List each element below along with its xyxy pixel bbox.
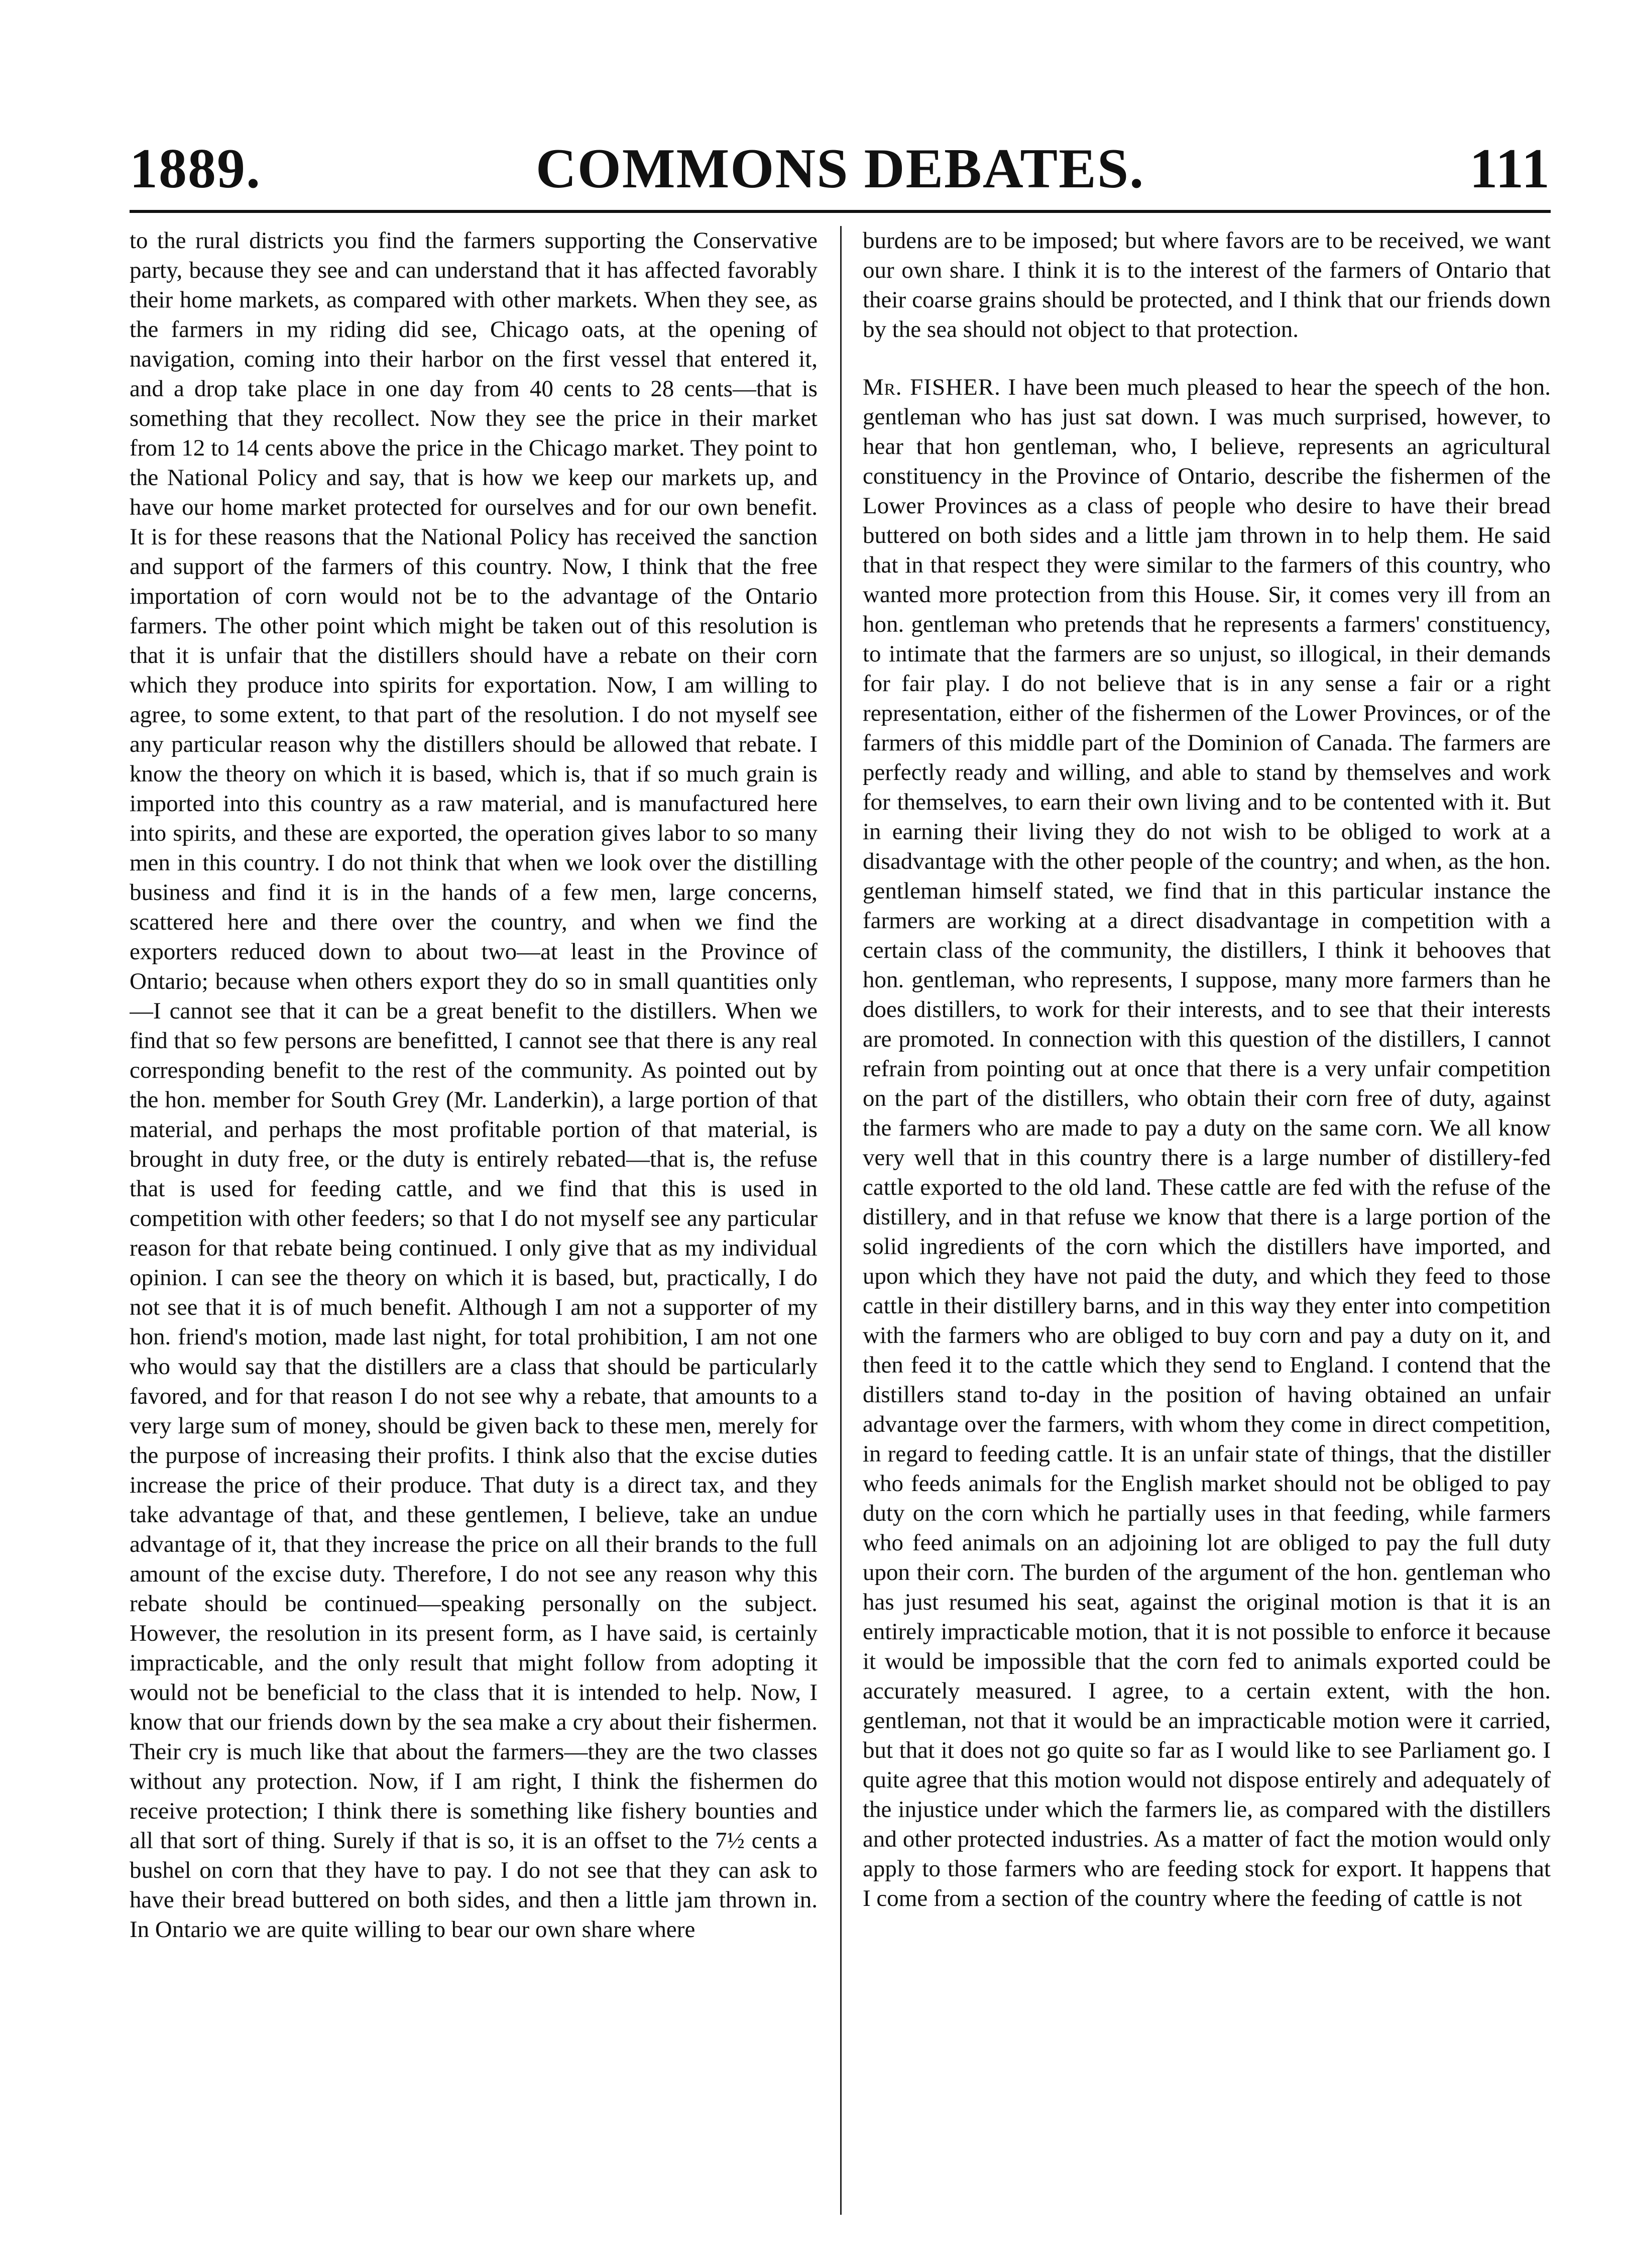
- header-year: 1889.: [130, 138, 261, 200]
- speech-text: I have been much pleased to hear the speech of the hon. gentleman who has just sat down. I was much surprised, however, to hear that hon gentleman, who, I believe, represents an agricultural constituency in the Province of Ontario, describe the fishermen of the Lower Provinces as a class of people who desire to have their bread buttered on both sides and a little jam thrown in to help them. He said that in that respect they were similar to the farmers of this country, who wanted more protection from this House. Sir, it comes very ill from an hon. gentleman who pretends that he represents a farmers' constituency, to intimate that the farmers are so unjust, so illogical, in their demands for fair play. I do not believe that is in any sense a fair or a right representation, either of the fishermen of the Lower Provinces, or of the farmers of this middle part of the Dominion of Canada. The farmers are perfectly ready and willing, and able to stand by themselves and work for themselves, to earn their own living and to be contented with it. But in earning their living they do not wish to be obliged to work at a disadvantage with the other people of the country; and when, as the hon. gentleman himself stated, we find that in this particular instance the farmers are working at a direct disadvantage in competition with a certain class of the community, the distillers, I think it behooves that hon. gentleman, who represents, I suppose, many more farmers than he does distillers, to work for their interests, and to see that their interests are promoted. In connection with this question of the distillers, I cannot refrain from pointing out at once that there is a very unfair competition on the part of the distillers, who obtain their corn free of duty, against the farmers who are made to pay a duty on the same corn. We all know very well that in this country there is a large number of distillery-fed cattle exported to the old land. These cattle are fed with the refuse of the distillery, and in that refuse we know that there is a large portion of the solid ingredients of the corn which the distillers have imported, and upon which they have not paid the duty, and which they feed to those cattle in their distillery barns, and in this way they enter into competition with the farmers who are obliged to buy corn and pay a duty on it, and then feed it to the cattle which they send to England. I contend that the distillers stand to-day in the position of having obtained an unfair advantage over the farmers, with whom they come in direct competition, in regard to feeding cattle. It is an unfair state of things, that the distiller who feeds animals for the English market should not be obliged to pay duty on the corn which he partially uses in that feeding, while farmers who feed animals on an adjoining lot are obliged to pay the full duty upon their corn. The burden of the argument of the hon. gentleman who has just resumed his seat, against the original motion is that it is an entirely impracticable motion, that it is not possible to enforce it because it would be impossible that the corn fed to animals exported could be accurately measured. I agree, to a certain extent, with the hon. gentleman, not that it would be an impracticable motion were it carried, but that it does not go quite so far as I would like to see Parliament go. I quite agree that this motion would not dispose entirely and adequately of the injustice under which the farmers lie, as compared with the distillers and other protected industries. As a matter of fact the motion would only apply to those farmers who are feeding stock for export. It happens that I come from a section of the country where the feeding of cattle is not: [863, 374, 1551, 1911]
- left-paragraph: to the rural districts you find the farmers supporting the Conservative party, because they see and can understand that it has affected favorably their home markets, as compared with other markets. When they see, as the farmers in my riding did see, Chicago oats, at the opening of navigation, coming into their harbor on the first vessel that entered it, and a drop take place in one day from 40 cents to 28 cents—that is something that they recollect. Now they see the price in their market from 12 to 14 cents above the price in the Chicago market. They point to the National Policy and say, that is how we keep our markets up, and have our home market protected for ourselves and for our own benefit. It is for these reasons that the National Policy has received the sanction and support of the farmers of this country. Now, I think that the free importation of corn would not be to the advantage of the Ontario farmers. The other point which might be taken out of this resolution is that it is unfair that the distillers should have a rebate on their corn which they produce into spirits for exportation. Now, I am willing to agree, to some extent, to that part of the resolution. I do not myself see any particular reason why the distillers should be allowed that rebate. I know the theory on which it is based, which is, that if so much grain is imported into this country as a raw material, and is manufactured here into spirits, and these are exported, the operation gives labor to so many men in this country. I do not think that when we look over the distilling business and find it is in the hands of a few men, large concerns, scattered here and there over the country, and when we find the exporters reduced down to about two—at least in the Province of Ontario; because when others export they do so in small quantities only—I cannot see that it can be a great benefit to the distillers. When we find that so few persons are benefitted, I cannot see that there is any real corresponding benefit to the rest of the community. As pointed out by the hon. member for South Grey (Mr. Landerkin), a large portion of that material, and perhaps the most profitable portion of that material, is brought in duty free, or the duty is entirely rebated—that is, the refuse that is used for feeding cattle, and we find that this is used in competition with other feeders; so that I do not myself see any particular reason for that rebate being continued. I only give that as my individual opinion. I can see the theory on which it is based, but, practically, I do not see that it is of much benefit. Although I am not a supporter of my hon. friend's motion, made last night, for total prohibition, I am not one who would say that the distillers are a class that should be particularly favored, and for that reason I do not see why a rebate, that amounts to a very large sum of money, should be given back to these men, merely for the purpose of increasing their profits. I think also that the excise duties increase the price of their produce. That duty is a direct tax, and they take advantage of that, and these gentlemen, I believe, take an undue advantage of it, that they increase the price on all their brands to the full amount of the excise duty. Therefore, I do not see any reason why this rebate should be continued—speaking personally on the subject. However, the resolution in its present form, as I have said, is certainly impracticable, and the only result that might follow from adopting it would not be beneficial to the class that it is intended to help. Now, I know that our friends down by the sea make a cry about their fishermen. Their cry is much like that about the farmers—they are the two classes without any protection. Now, if I am right, I think the fishermen do receive protection; I think there is something like fishery bounties and all that sort of thing. Surely if that is so, it is an offset to the 7½ cents a bushel on corn that they have to pay. I do not see that they can ask to have their bread buttered on both sides, and then a little jam thrown in. In Ontario we are quite willing to bear our own share where: [130, 228, 818, 1943]
- header-title: COMMONS DEBATES.: [535, 138, 1145, 200]
- left-column: [130, 226, 818, 2215]
- page-header: [130, 130, 1551, 213]
- column-divider: [840, 226, 842, 2215]
- text-columns: [130, 226, 1551, 2215]
- header-page-number: 111: [1469, 138, 1551, 200]
- right-paragraph-continuation: burdens are to be imposed; but where favors are to be received, we want our own share. I think it is to the interest of the farmers of Ontario that their coarse grains should be protected, and I think that our friends down by the sea should not object to that protection.: [863, 228, 1551, 343]
- right-column: [863, 226, 1551, 2215]
- speaker-name: Mr. FISHER.: [863, 374, 1001, 400]
- right-paragraph-speech: [863, 373, 1551, 1913]
